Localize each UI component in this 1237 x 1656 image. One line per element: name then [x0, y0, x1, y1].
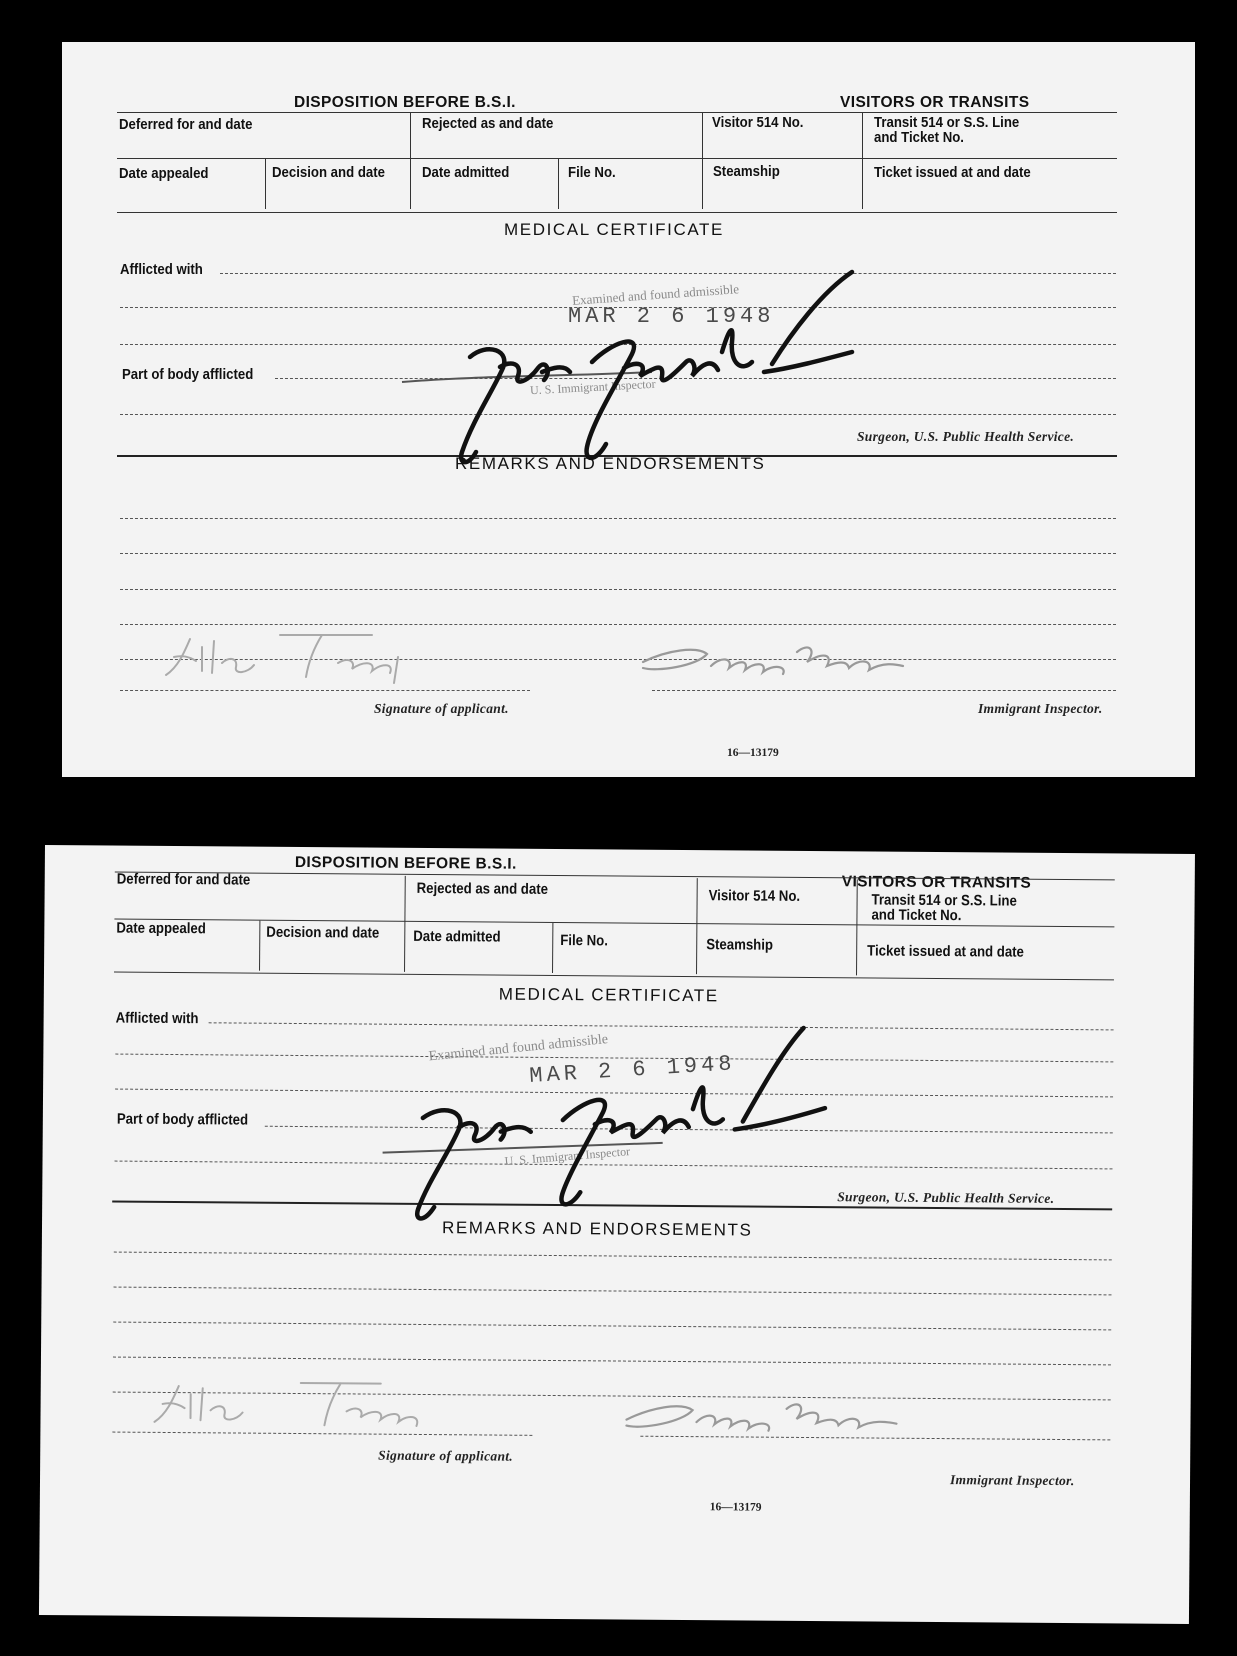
ticket-no-label: and Ticket No. [871, 906, 962, 925]
steamship-label: Steamship [713, 163, 780, 180]
applicant-signature [150, 1376, 530, 1439]
date-admitted-label: Date admitted [422, 164, 510, 181]
remarks-line [113, 1357, 1111, 1366]
stamp-text: Examined and found admissible [428, 1032, 609, 1065]
form-number: 16—13179 [709, 1501, 762, 1514]
inspector-signature-small [637, 632, 967, 692]
medical-certificate-title: MEDICAL CERTIFICATE [504, 220, 724, 239]
afflicted-label: Afflicted with [115, 1009, 199, 1028]
divider [552, 923, 553, 973]
ticket-issued-label: Ticket issued at and date [867, 942, 1025, 961]
remarks-title: REMARKS AND ENDORSEMENTS [441, 1218, 753, 1240]
ticket-no-label: and Ticket No. [874, 129, 964, 146]
decision-label: Decision and date [272, 164, 385, 181]
part-afflicted-label: Part of body afflicted [122, 366, 254, 383]
afflicted-label: Afflicted with [120, 261, 203, 278]
field-row-rule [114, 919, 1114, 928]
remarks-line [114, 1287, 1112, 1296]
immigration-card-front [62, 42, 1195, 777]
surgeon-label: Surgeon, U.S. Public Health Service. [837, 1189, 1055, 1206]
divider [410, 113, 411, 209]
date-admitted-label: Date admitted [413, 927, 501, 946]
header-rule [117, 112, 1117, 113]
divider [265, 159, 266, 209]
date-appealed-label: Date appealed [119, 165, 209, 182]
remarks-line [113, 1322, 1111, 1331]
applicant-signature [162, 627, 542, 687]
rejected-label: Rejected as and date [416, 879, 549, 898]
stamp-date: MAR 2 6 1948 [528, 1051, 737, 1089]
divider [404, 876, 406, 972]
immigrant-inspector-label: Immigrant Inspector. [978, 701, 1103, 716]
steamship-label: Steamship [706, 936, 774, 954]
stamp-text: U. S. Immigrant Inspector [529, 376, 656, 398]
divider [558, 159, 559, 209]
decision-label: Decision and date [266, 923, 380, 942]
inspector-signature [362, 1023, 844, 1237]
deferred-label: Deferred for and date [116, 870, 251, 889]
part-afflicted-label: Part of body afflicted [116, 1110, 249, 1129]
medical-certificate-title: MEDICAL CERTIFICATE [498, 984, 719, 1006]
ticket-issued-label: Ticket issued at and date [874, 164, 1031, 181]
divider [702, 113, 703, 209]
remarks-title: REMARKS AND ENDORSEMENTS [455, 454, 766, 473]
signature-applicant-label: Signature of applicant. [378, 1447, 514, 1464]
file-no-label: File No. [560, 932, 609, 950]
field-row-rule [117, 158, 1117, 159]
signature-applicant-label: Signature of applicant. [374, 701, 509, 716]
divider [696, 878, 698, 974]
remarks-line [120, 553, 1116, 554]
inspector-signature-small [620, 1390, 960, 1453]
remarks-line [120, 624, 1116, 625]
section-rule [114, 972, 1114, 981]
remarks-line [120, 518, 1116, 519]
applicant-signature-line [120, 690, 530, 691]
remarks-line [120, 589, 1116, 590]
deferred-label: Deferred for and date [119, 116, 253, 133]
divider [862, 113, 863, 209]
transit-label: Transit 514 or S.S. Line [874, 114, 1020, 131]
disposition-header: DISPOSITION BEFORE B.S.I. [294, 853, 517, 873]
disposition-header: DISPOSITION BEFORE B.S.I. [294, 94, 516, 111]
inspector-signature [392, 272, 862, 492]
visitor514-label: Visitor 514 No. [712, 114, 804, 131]
transit-label: Transit 514 or S.S. Line [871, 891, 1017, 910]
file-no-label: File No. [568, 164, 616, 181]
visitor514-label: Visitor 514 No. [708, 887, 801, 905]
remarks-line [114, 1252, 1112, 1261]
divider [259, 921, 260, 971]
immigration-card-back [39, 845, 1195, 1624]
rejected-label: Rejected as and date [422, 115, 554, 132]
date-appealed-label: Date appealed [116, 919, 206, 938]
divider [856, 879, 858, 975]
section-rule [117, 212, 1117, 213]
immigrant-inspector-label: Immigrant Inspector. [949, 1472, 1075, 1489]
form-number: 16—13179 [727, 747, 779, 759]
visitors-header: VISITORS OR TRANSITS [841, 873, 1032, 892]
stamp-text: U. S. Immigrant Inspector [504, 1144, 631, 1169]
visitors-header: VISITORS OR TRANSITS [840, 94, 1030, 111]
stamp-date: MAR 2 6 1948 [568, 304, 775, 329]
stamp-text: Examined and found admissible [571, 281, 740, 308]
surgeon-label: Surgeon, U.S. Public Health Service. [857, 429, 1075, 444]
